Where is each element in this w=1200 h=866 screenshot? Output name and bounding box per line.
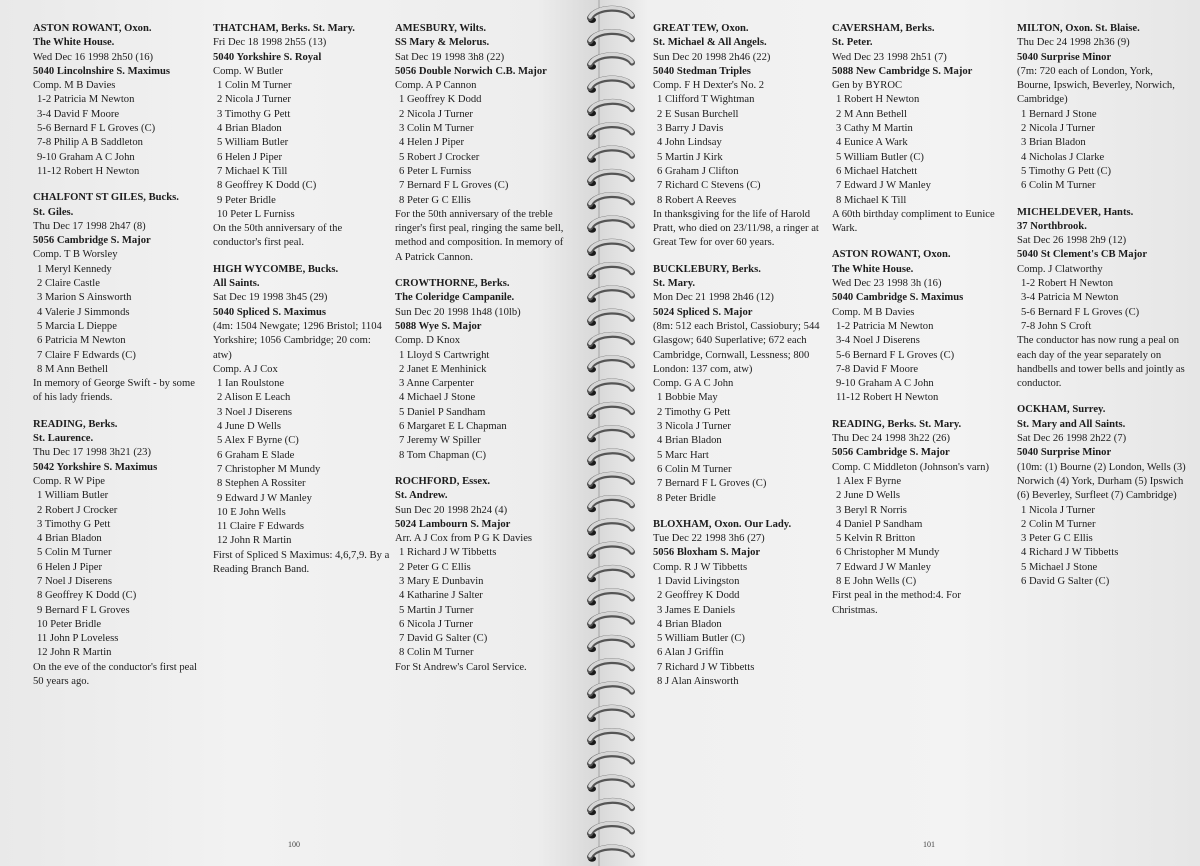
peal-entry: [653, 22, 825, 251]
peal-ringer: 1 Meryl Kennedy: [37, 263, 112, 275]
peal-ringer: 6 Graham E Slade: [217, 449, 295, 461]
peal-ringer: 6 David G Salter (C): [1021, 575, 1110, 587]
peal-composer: (4m: 1504 Newgate; 1296 Bristol; 1104 Yorkshire; 1056 Cambridge; 20 com: atw): [213, 320, 382, 361]
peal-ringer: 1 David Livingston: [657, 575, 740, 587]
peal-ringer: 5 Colin M Turner: [37, 547, 112, 559]
peal-ringer: 4 Daniel P Sandham: [836, 518, 923, 530]
peal-ringer: 3 Peter G C Ellis: [1021, 533, 1093, 545]
peal-place: MILTON, Oxon. St. Blaise.: [1017, 23, 1140, 34]
spiral-ring: [588, 31, 632, 46]
peal-ringer: 1 Bernard J Stone: [1021, 108, 1097, 120]
peal-ringer: 3-4 Patricia M Newton: [1021, 292, 1119, 304]
peal-ringer: 5-6 Bernard F L Groves (C): [37, 123, 156, 135]
spiral-ring: [588, 590, 632, 605]
spiral-ring: [588, 753, 632, 768]
peal-method: 5088 Wye S. Major: [395, 320, 482, 332]
peal-dedication: St. Giles.: [33, 206, 74, 218]
peal-ringer: 2 E Susan Burchell: [657, 108, 739, 120]
peal-ringer: 3 James E Daniels: [657, 604, 735, 616]
peal-composer: Comp. J Clatworthy: [1017, 263, 1103, 275]
peal-method: 5040 Stedman Triples: [653, 65, 751, 77]
spiral-ring: [588, 311, 632, 326]
peal-ringer: 4 Brian Bladon: [217, 123, 282, 135]
peal-ringer: 4 Brian Bladon: [657, 435, 722, 447]
peal-composer: Comp. W Butler: [213, 65, 283, 77]
peal-place: GREAT TEW, Oxon.: [653, 23, 749, 34]
peal-place: READING, Berks. St. Mary.: [832, 418, 962, 430]
page-number-right: 101: [923, 840, 935, 849]
peal-ringer: 11-12 Robert H Newton: [37, 165, 140, 177]
peal-place: ROCHFORD, Essex.: [395, 475, 491, 487]
peal-ringer: 3 Anne Carpenter: [399, 378, 474, 390]
peal-ringer: 1 Bobbie May: [657, 392, 718, 404]
peal-ringer: 2 Janet E Menhinick: [399, 363, 487, 375]
peal-ringer: 1 Lloyd S Cartwright: [399, 349, 490, 361]
peal-ringer: 2 Peter G C Ellis: [399, 561, 471, 573]
peal-place: ASTON ROWANT, Oxon.: [33, 23, 152, 34]
peal-ringer: 7-8 Philip A B Saddleton: [37, 137, 143, 149]
left-col-2: [213, 22, 391, 589]
peal-ringer: 5 William Butler (C): [657, 633, 745, 645]
peal-ringer: 5-6 Bernard F L Groves (C): [836, 349, 955, 361]
peal-ringer: 5 Martin J Kirk: [657, 151, 723, 163]
spiral-ring: [588, 823, 632, 838]
peal-date: Sat Dec 26 1998 2h9 (12): [1017, 235, 1127, 247]
peal-place: CAVERSHAM, Berks.: [832, 23, 935, 34]
peal-footnote: On the eve of the conductor's first peal 50 years ago.: [33, 661, 197, 688]
peal-ringer: 2 Claire Castle: [37, 278, 100, 290]
peal-ringer: 3 Cathy M Martin: [836, 123, 913, 135]
peal-ringer: 6 Nicola J Turner: [399, 618, 473, 630]
peal-composer: (8m: 512 each Bristol, Cassiobury; 544 Glasgow; 640 Superlative; 672 each Cambridge, Cornwall, Lessness; 800 London: 137 com, atw): [653, 320, 820, 375]
peal-entry: [1017, 22, 1189, 194]
peal-ringer: 4 Richard J W Tibbetts: [1021, 547, 1119, 559]
peal-ringer: 8 E John Wells (C): [836, 575, 917, 587]
peal-composer: Comp. A J Cox: [213, 363, 278, 375]
peal-ringer: 3-4 David F Moore: [37, 108, 120, 120]
peal-method: 5040 Surprise Minor: [1017, 51, 1112, 63]
peal-ringer: 1 Ian Roulstone: [217, 378, 285, 390]
peal-ringer: 8 Geoffrey K Dodd (C): [217, 180, 317, 192]
spiral-ring: [588, 264, 632, 279]
peal-date: Wed Dec 23 1998 3h (16): [832, 278, 942, 290]
peal-ringer: 10 Peter Bridle: [37, 618, 102, 630]
peal-method: 5056 Double Norwich C.B. Major: [395, 65, 547, 77]
peal-composer: Gen by BYROC: [832, 80, 903, 92]
spiral-ring: [588, 497, 632, 512]
peal-entry: [33, 22, 205, 179]
peal-ringer: 7-8 David F Moore: [836, 363, 919, 375]
peal-ringer: 7 Christopher M Mundy: [217, 463, 321, 475]
peal-ringer: 4 Valerie J Simmonds: [37, 306, 130, 318]
spiral-ring: [588, 777, 632, 792]
peal-ringer: 8 J Alan Ainsworth: [657, 676, 739, 688]
peal-composer: Comp. F H Dexter's No. 2: [653, 80, 765, 92]
peal-ringer: 1 Richard J W Tibbetts: [399, 547, 497, 559]
page-number-left: 100: [288, 840, 300, 849]
peal-date: Sat Dec 19 1998 3h8 (22): [395, 51, 505, 63]
peal-ringer: 1 Nicola J Turner: [1021, 504, 1095, 516]
peal-ringer: 5 Robert J Crocker: [399, 151, 480, 163]
peal-ringer: 8 Peter G C Ellis: [399, 194, 471, 206]
peal-footnote: In thanksgiving for the life of Harold Pratt, who died on 23/11/98, a ringer at Great Tew for over 60 years.: [653, 208, 819, 249]
peal-ringer: 6 Alan J Griffin: [657, 647, 724, 659]
peal-method: 5024 Spliced S. Major: [653, 306, 753, 318]
peal-ringer: 3 Marion S Ainsworth: [37, 292, 132, 304]
peal-date: Sun Dec 20 1998 2h46 (22): [653, 51, 771, 63]
peal-entry: [395, 475, 567, 675]
peal-ringer: 2 Nicola J Turner: [217, 94, 291, 106]
peal-ringer: 4 Nicholas J Clarke: [1021, 151, 1105, 163]
peal-ringer: 12 John R Martin: [37, 647, 112, 659]
peal-method: 5024 Lambourn S. Major: [395, 518, 511, 530]
spiral-ring: [588, 683, 632, 698]
spiral-ring: [588, 217, 632, 232]
peal-ringer: 11-12 Robert H Newton: [836, 392, 939, 404]
peal-ringer: 2 Timothy G Pett: [657, 406, 731, 418]
peal-entry: [653, 518, 825, 690]
spiral-ring: [588, 520, 632, 535]
peal-composer: Comp. R W Pipe: [33, 475, 106, 487]
peal-footnote: On the 50th anniversary of the conductor's first peal.: [213, 223, 343, 249]
peal-ringer: 4 Brian Bladon: [37, 533, 102, 545]
peal-footnote: The conductor has now rung a peal on each day of the year separately on handbells and tower bells and jointly as conductor.: [1017, 335, 1185, 390]
peal-ringer: 7-8 John S Croft: [1021, 320, 1092, 332]
peal-entry: [33, 191, 205, 405]
peal-date: Tue Dec 22 1998 3h6 (27): [653, 533, 765, 545]
peal-ringer: 9 Edward J W Manley: [217, 492, 312, 504]
peal-method: 5040 Cambridge S. Maximus: [832, 292, 964, 304]
peal-ringer: 6 Michael Hatchett: [836, 165, 918, 177]
right-page: [600, 0, 1200, 866]
spiral-ring: [588, 707, 632, 722]
peal-ringer: 5 Daniel P Sandham: [399, 406, 486, 418]
peal-dedication: The White House.: [832, 263, 914, 275]
peal-ringer: 8 Peter Bridle: [657, 492, 716, 504]
spiral-ring: [588, 124, 632, 139]
peal-ringer: 5 William Butler: [217, 137, 289, 149]
spiral-ring: [588, 404, 632, 419]
peal-dedication: The Coleridge Campanile.: [395, 292, 515, 304]
peal-ringer: 8 Geoffrey K Dodd (C): [37, 590, 137, 602]
peal-date: Sat Dec 26 1998 2h22 (7): [1017, 433, 1127, 445]
peal-date: Wed Dec 23 1998 2h51 (7): [832, 51, 947, 63]
left-col-1: [33, 22, 205, 701]
peal-method: 5056 Cambridge S. Major: [33, 235, 151, 247]
peal-method: 5056 Cambridge S. Major: [832, 447, 950, 459]
peal-dedication: St. Peter.: [832, 37, 873, 49]
peal-ringer: 5 Michael J Stone: [1021, 561, 1098, 573]
peal-ringer: 5 Marc Hart: [657, 449, 709, 461]
peal-footnote: For the 50th anniversary of the treble ringer's first peal, ringing the same bell, method and composition. In memory of A Patrick Cannon.: [395, 208, 564, 263]
peal-ringer: 5 Kelvin R Britton: [836, 533, 916, 545]
peal-ringer: 4 Helen J Piper: [399, 137, 465, 149]
peal-method: 5040 St Clement's CB Major: [1017, 249, 1148, 261]
peal-ringer: 7 Richard C Stevens (C): [657, 180, 761, 192]
peal-date: Thu Dec 17 1998 3h21 (23): [33, 447, 151, 459]
peal-ringer: 1 Robert H Newton: [836, 94, 920, 106]
spiral-ring: [588, 171, 632, 186]
peal-entry: [33, 418, 205, 690]
peal-date: Fri Dec 18 1998 2h55 (13): [213, 37, 327, 49]
left-page: [0, 0, 598, 866]
peal-ringer: 1 Clifford T Wightman: [657, 94, 755, 106]
peal-ringer: 11 Claire F Edwards: [217, 521, 304, 533]
spiral-ring: [588, 474, 632, 489]
peal-footnote: In memory of George Swift - by some of his lady friends.: [33, 378, 195, 404]
peal-place: BLOXHAM, Oxon. Our Lady.: [653, 518, 792, 530]
peal-composer: Comp. R J W Tibbetts: [653, 561, 748, 573]
peal-ringer: 1 Colin M Turner: [217, 80, 292, 92]
peal-ringer: 6 Christopher M Mundy: [836, 547, 940, 559]
peal-footnote: A 60th birthday compliment to Eunice Wark.: [832, 208, 995, 235]
peal-ringer: 2 Alison E Leach: [217, 392, 291, 404]
peal-ringer: 3 Mary E Dunbavin: [399, 575, 484, 587]
peal-ringer: 2 Robert J Crocker: [37, 504, 118, 516]
peal-entry: [395, 277, 567, 463]
spiral-ring: [588, 241, 632, 256]
peal-place: ASTON ROWANT, Oxon.: [832, 249, 951, 261]
peal-entry: [832, 418, 1004, 618]
peal-ringer: 1-2 Patricia M Newton: [836, 320, 934, 332]
peal-ringer: 8 Tom Chapman (C): [399, 449, 487, 461]
left-col-3: [395, 22, 567, 687]
peal-place: BUCKLEBURY, Berks.: [653, 263, 761, 275]
spiral-ring: [588, 54, 632, 69]
peal-dedication: St. Mary and All Saints.: [1017, 418, 1126, 430]
peal-place: OCKHAM, Surrey.: [1017, 404, 1106, 416]
peal-ringer: 10 Peter L Furniss: [217, 208, 295, 220]
peal-ringer: 5 Timothy G Pett (C): [1021, 165, 1112, 177]
peal-ringer: 4 Katharine J Salter: [399, 590, 483, 602]
peal-ringer: 2 Geoffrey K Dodd: [657, 590, 740, 602]
peal-footnote: First peal in the method:4. For Christmas.: [832, 590, 961, 616]
peal-ringer: 9-10 Graham A C John: [836, 378, 934, 390]
peal-ringer: 10 E John Wells: [217, 506, 286, 518]
peal-ringer: 4 John Lindsay: [657, 137, 722, 149]
peal-composer: Comp. C Middleton (Johnson's varn): [832, 461, 989, 473]
peal-ringer: 6 Helen J Piper: [217, 151, 283, 163]
peal-dedication: St. Mary.: [653, 278, 696, 290]
peal-ringer: 6 Colin M Turner: [657, 463, 732, 475]
peal-composer: (7m: 720 each of London, York, Bourne, Ipswich, Beverley, Norwich, Cambridge): [1017, 65, 1175, 106]
peal-ringer: 2 Colin M Turner: [1021, 518, 1096, 530]
peal-entry: [395, 22, 567, 265]
peal-dedication: All Saints.: [213, 278, 260, 290]
peal-entry: [213, 263, 391, 578]
peal-date: Sun Dec 20 1998 2h24 (4): [395, 504, 508, 516]
peal-method: 5056 Bloxham S. Major: [653, 547, 761, 559]
peal-ringer: 8 Michael K Till: [836, 194, 907, 206]
peal-dedication: SS Mary & Melorus.: [395, 37, 490, 49]
peal-composer: Comp. T B Worsley: [33, 249, 118, 261]
peal-method: 5042 Yorkshire S. Maximus: [33, 461, 158, 473]
peal-composer: Comp. A P Cannon: [395, 80, 477, 92]
peal-ringer: 7 Claire F Edwards (C): [37, 349, 136, 361]
peal-ringer: 1-2 Robert H Newton: [1021, 278, 1114, 290]
peal-place: MICHELDEVER, Hants.: [1017, 206, 1134, 218]
spiral-ring: [588, 148, 632, 163]
right-col-1: [653, 22, 825, 701]
spiral-ring: [588, 450, 632, 465]
peal-ringer: 8 Robert A Reeves: [657, 194, 737, 206]
peal-ringer: 8 Colin M Turner: [399, 647, 474, 659]
peal-ringer: 9 Peter Bridle: [217, 194, 276, 206]
peal-dedication: The White House.: [33, 37, 115, 49]
peal-ringer: 9-10 Graham A C John: [37, 151, 135, 163]
peal-ringer: 7 Bernard F L Groves (C): [657, 478, 767, 490]
peal-place: AMESBURY, Wilts.: [395, 23, 486, 34]
peal-composer: Comp. D Knox: [395, 335, 461, 347]
peal-place: THATCHAM, Berks. St. Mary.: [213, 23, 355, 34]
peal-date: Thu Dec 24 1998 3h22 (26): [832, 433, 950, 445]
peal-dedication: St. Michael & All Angels.: [653, 37, 767, 49]
peal-ringer: 2 Nicola J Turner: [1021, 123, 1095, 135]
peal-date: Wed Dec 16 1998 2h50 (16): [33, 51, 154, 63]
peal-dedication: St. Andrew.: [395, 490, 448, 502]
peal-date: Thu Dec 24 1998 2h36 (9): [1017, 37, 1130, 49]
peal-date: Thu Dec 17 1998 2h47 (8): [33, 220, 146, 232]
peal-ringer: 3 Nicola J Turner: [657, 421, 731, 433]
spiral-ring: [588, 8, 632, 23]
peal-ringer: 3 Beryl R Norris: [836, 504, 907, 516]
spiral-binding: [582, 0, 636, 866]
peal-ringer: 5 William Butler (C): [836, 151, 924, 163]
peal-entry: [832, 248, 1004, 405]
peal-entry: [653, 263, 825, 506]
right-col-2: [832, 22, 1004, 630]
peal-ringer: 6 Patricia M Newton: [37, 335, 126, 347]
spiral-ring: [588, 544, 632, 559]
peal-ringer: 1 Alex F Byrne: [836, 475, 902, 487]
spiral-ring: [588, 78, 632, 93]
peal-date: Sun Dec 20 1998 1h48 (10lb): [395, 306, 521, 318]
peal-ringer: 7 Edward J W Manley: [836, 561, 931, 573]
peal-composer: Comp. G A C John: [653, 378, 734, 390]
spiral-ring: [588, 287, 632, 302]
peal-place: READING, Berks.: [33, 418, 118, 430]
spiral-ring: [588, 194, 632, 209]
spiral-ring: [588, 800, 632, 815]
peal-ringer: 7 Michael K Till: [217, 165, 288, 177]
spiral-ring: [588, 427, 632, 442]
peal-ringer: 6 Helen J Piper: [37, 561, 103, 573]
peal-ringer: 9 Bernard F L Groves: [37, 604, 130, 616]
peal-place: CHALFONT ST GILES, Bucks.: [33, 192, 179, 204]
peal-ringer: 4 Michael J Stone: [399, 392, 476, 404]
peal-ringer: 3-4 Noel J Diserens: [836, 335, 920, 347]
spiral-ring: [588, 567, 632, 582]
peal-date: Mon Dec 21 1998 2h46 (12): [653, 292, 774, 304]
peal-ringer: 6 Margaret E L Chapman: [399, 421, 507, 433]
peal-footnote: First of Spliced S Maximus: 4,6,7,9. By a Reading Branch Band.: [213, 549, 390, 575]
peal-ringer: 4 Brian Bladon: [657, 618, 722, 630]
peal-ringer: 6 Peter L Furniss: [399, 165, 472, 177]
peal-composer: Arr. A J Cox from P G K Davies: [395, 533, 533, 545]
peal-ringer: 3 Noel J Diserens: [217, 406, 293, 418]
peal-method: 5040 Yorkshire S. Royal: [213, 51, 322, 63]
spiral-ring: [588, 357, 632, 372]
peal-ringer: 1 William Butler: [37, 490, 109, 502]
peal-method: 5088 New Cambridge S. Major: [832, 65, 973, 77]
peal-place: CROWTHORNE, Berks.: [395, 278, 510, 290]
peal-ringer: 6 Colin M Turner: [1021, 180, 1096, 192]
peal-ringer: 2 M Ann Bethell: [836, 108, 907, 120]
peal-place: HIGH WYCOMBE, Bucks.: [213, 263, 339, 275]
peal-ringer: 3 Timothy G Pett: [37, 518, 111, 530]
peal-entry: [1017, 403, 1189, 589]
peal-composer: (10m: (1) Bourne (2) London, Wells (3) Norwich (4) York, Durham (5) Ipswich (6) Beverley, Surfleet (7) Cambridge): [1017, 461, 1186, 502]
peal-ringer: 5 Martin J Turner: [399, 604, 474, 616]
peal-ringer: 2 Nicola J Turner: [399, 108, 473, 120]
peal-ringer: 3 Timothy G Pett: [217, 108, 291, 120]
peal-ringer: 3 Barry J Davis: [657, 123, 724, 135]
peal-ringer: 7 Richard J W Tibbetts: [657, 661, 755, 673]
peal-ringer: 3 Brian Bladon: [1021, 137, 1086, 149]
peal-ringer: 5 Alex F Byrne (C): [217, 435, 299, 447]
right-col-3: [1017, 22, 1189, 601]
peal-dedication: St. Laurence.: [33, 433, 94, 445]
peal-footnote: For St Andrew's Carol Service.: [395, 661, 527, 673]
peal-ringer: 4 Eunice A Wark: [836, 137, 908, 149]
peal-ringer: 1 Geoffrey K Dodd: [399, 94, 482, 106]
spiral-ring: [588, 847, 632, 862]
spiral-ring: [588, 101, 632, 116]
peal-entry: [1017, 206, 1189, 392]
peal-ringer: 7 David G Salter (C): [399, 633, 488, 645]
peal-ringer: 8 Stephen A Rossiter: [217, 478, 306, 490]
spiral-ring: [588, 334, 632, 349]
peal-date: Sat Dec 19 1998 3h45 (29): [213, 292, 328, 304]
peal-method: 5040 Surprise Minor: [1017, 447, 1112, 459]
peal-composer: Comp. M B Davies: [832, 306, 915, 318]
peal-ringer: 8 M Ann Bethell: [37, 363, 108, 375]
peal-ringer: 2 June D Wells: [836, 490, 900, 502]
spiral-ring: [588, 660, 632, 675]
peal-ringer: 4 June D Wells: [217, 421, 281, 433]
peal-ringer: 11 John P Loveless: [37, 633, 119, 645]
peal-composer: Comp. M B Davies: [33, 80, 116, 92]
peal-ringer: 7 Edward J W Manley: [836, 180, 931, 192]
peal-method: 5040 Lincolnshire S. Maximus: [33, 65, 170, 77]
peal-ringer: 12 John R Martin: [217, 535, 292, 547]
peal-entry: [213, 22, 391, 251]
spiral-ring: [588, 614, 632, 629]
peal-entry: [832, 22, 1004, 236]
peal-ringer: 7 Jeremy W Spiller: [399, 435, 481, 447]
spiral-ring: [588, 730, 632, 745]
spiral-ring: [588, 381, 632, 396]
peal-ringer: 6 Graham J Clifton: [657, 165, 739, 177]
peal-dedication: 37 Northbrook.: [1017, 220, 1087, 232]
peal-ringer: 3 Colin M Turner: [399, 123, 474, 135]
spiral-ring: [588, 637, 632, 652]
peal-method: 5040 Spliced S. Maximus: [213, 306, 327, 318]
peal-ringer: 1-2 Patricia M Newton: [37, 94, 135, 106]
peal-ringer: 7 Bernard F L Groves (C): [399, 180, 509, 192]
peal-ringer: 5-6 Bernard F L Groves (C): [1021, 306, 1140, 318]
peal-ringer: 5 Marcia L Dieppe: [37, 320, 117, 332]
peal-ringer: 7 Noel J Diserens: [37, 575, 113, 587]
